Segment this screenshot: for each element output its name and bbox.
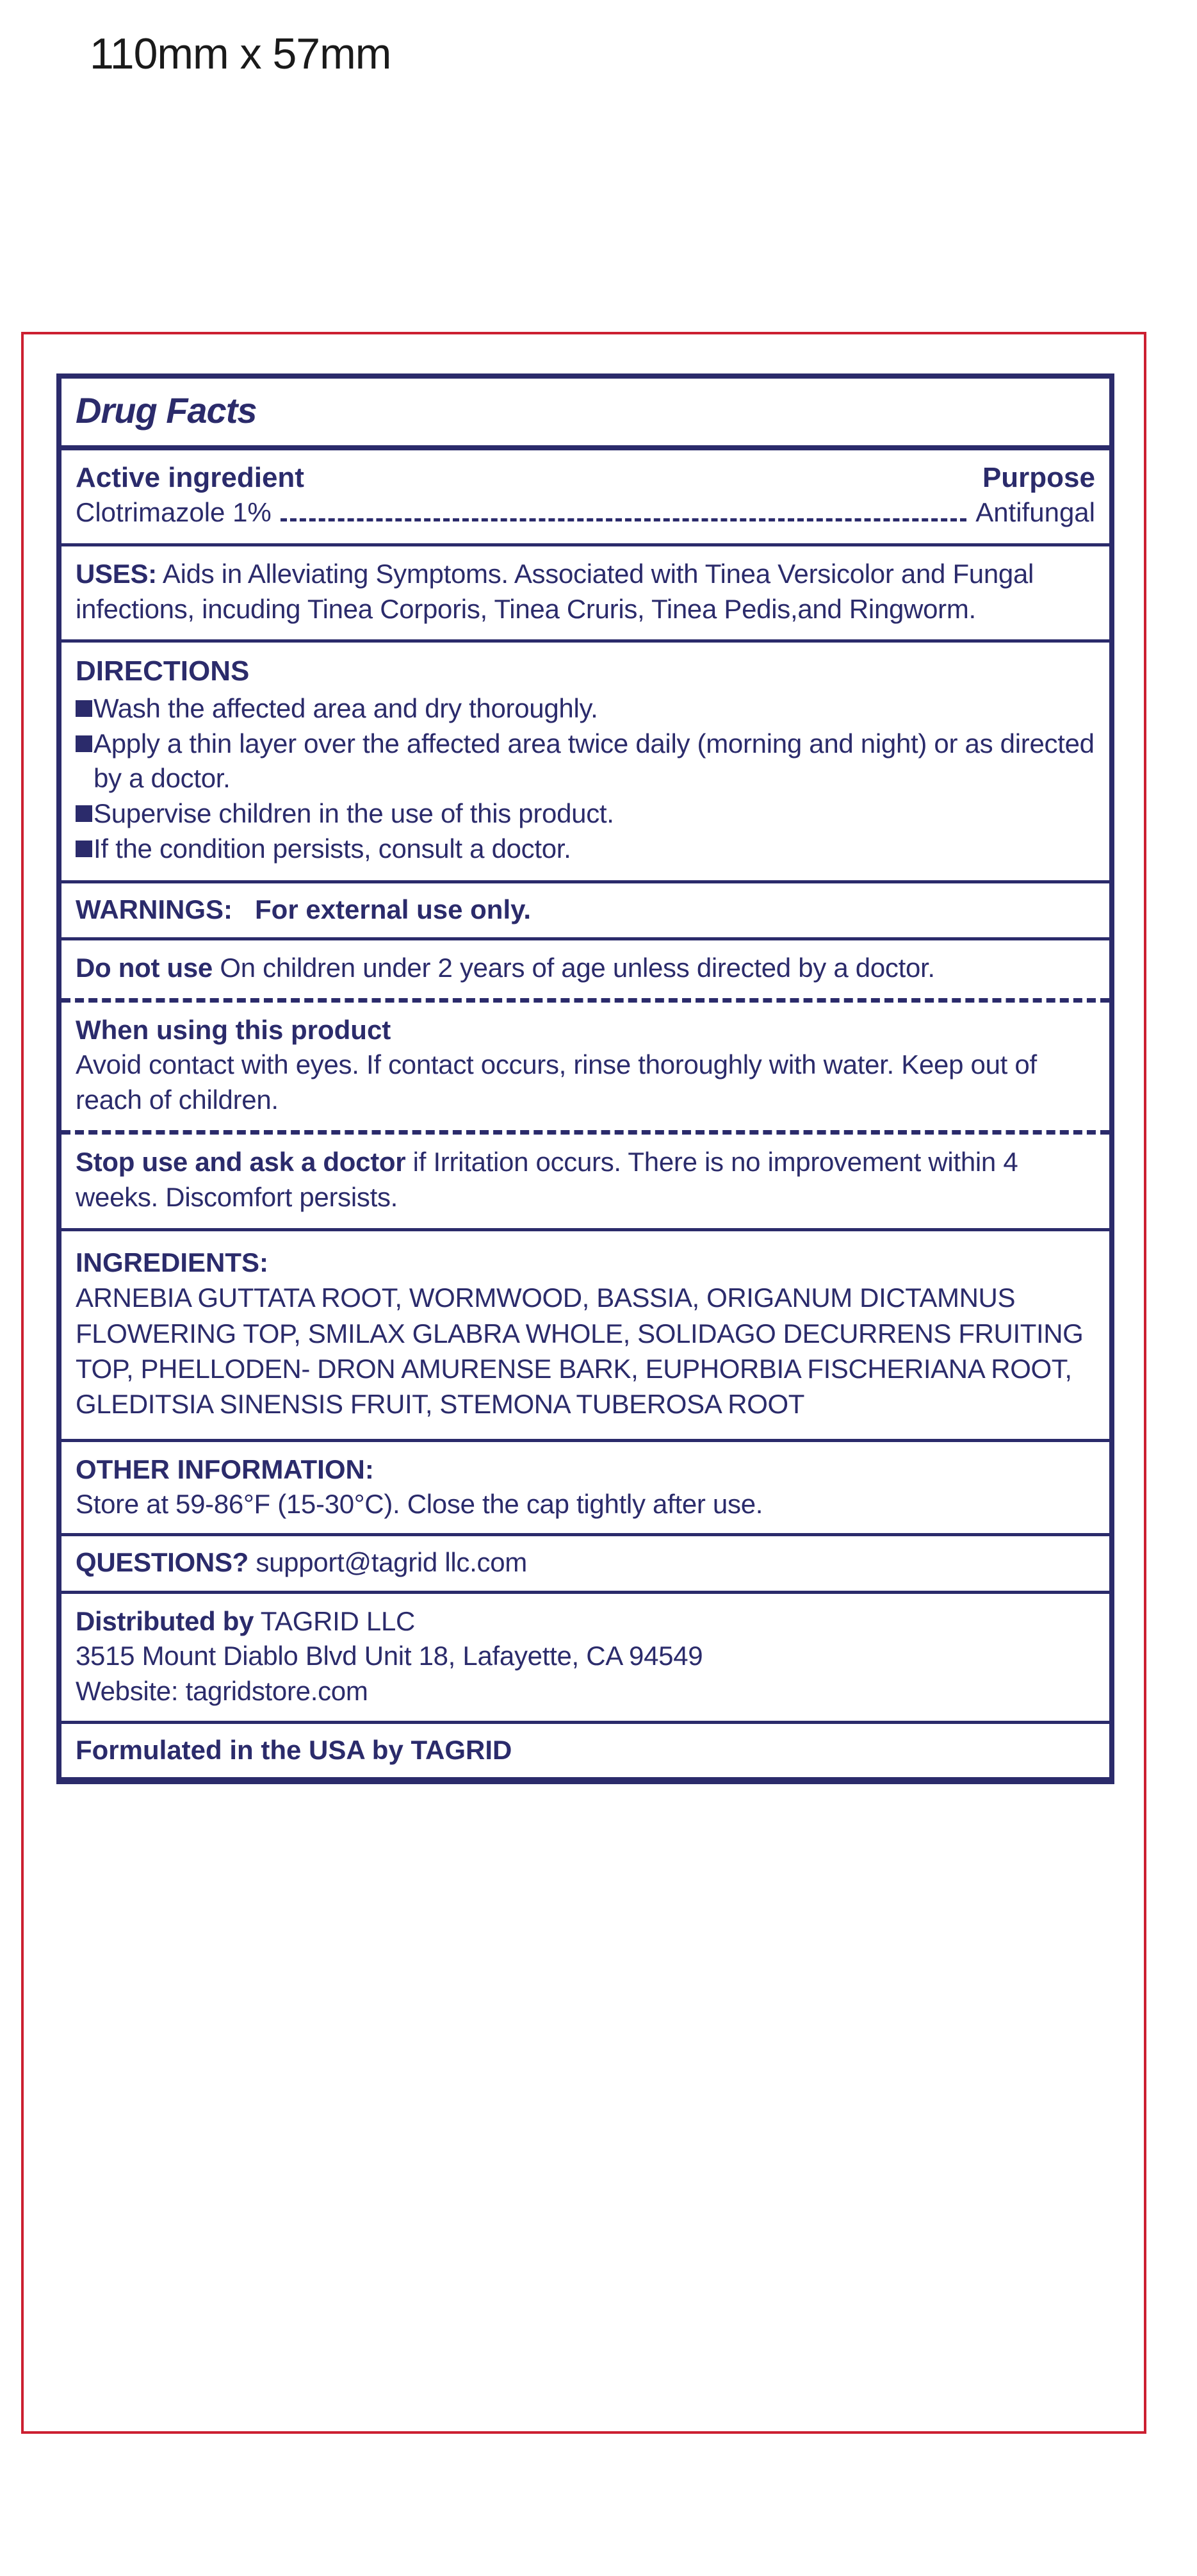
distributor-line (76, 1604, 1095, 1639)
square-bullet-icon (76, 841, 92, 857)
do-not-use-paragraph (76, 951, 1095, 986)
active-ingredient-headings (76, 462, 1095, 493)
questions-band (61, 1536, 1109, 1594)
purpose-heading: Purpose (982, 462, 1095, 493)
active-ingredient-purpose: Antifungal (975, 497, 1095, 528)
uses-paragraph (76, 557, 1095, 627)
questions-label: QUESTIONS? (76, 1547, 249, 1578)
directions-item-text: Supervise children in the use of this product. (94, 798, 614, 828)
dimension-caption: 110mm x 57mm (90, 29, 391, 78)
ingredients-band (61, 1231, 1109, 1442)
directions-item-text: Apply a thin layer over the affected area twice daily (morning and night) or as directed by a doctor. (94, 728, 1095, 794)
warnings-line (76, 892, 1095, 927)
other-information-title: OTHER INFORMATION: (76, 1454, 374, 1484)
uses-text: Aids in Alleviating Symptoms. Associated with Tinea Versicolor and Fungal infections, incuding Tinea Corporis, Tinea Cruris, Tinea Pedis,and Ringworm. (76, 559, 1034, 624)
warnings-text: For external use only. (255, 894, 532, 925)
directions-list-item (76, 796, 1095, 832)
other-information-text: Store at 59-86°F (15-30°C). Close the cap tightly after use. (76, 1488, 763, 1519)
questions-email: support@tagrid llc.com (256, 1547, 527, 1578)
other-information-band (61, 1442, 1109, 1536)
questions-line (76, 1545, 1095, 1580)
distributor-company: TAGRID LLC (260, 1605, 416, 1636)
distributed-by-label: Distributed by (76, 1605, 254, 1636)
do-not-use-band (61, 940, 1109, 1003)
square-bullet-icon (76, 805, 92, 822)
formulated-band (61, 1724, 1109, 1778)
drug-facts-title: Drug Facts (76, 390, 257, 431)
directions-title: DIRECTIONS (76, 655, 250, 687)
directions-item-text: Wash the affected area and dry thoroughly. (94, 693, 598, 724)
warnings-band (61, 883, 1109, 940)
when-using-text: Avoid contact with eyes. If contact occurs, rinse thoroughly with water. Keep out of reach of children. (76, 1049, 1037, 1115)
directions-list-item (76, 832, 1095, 867)
stop-use-band (61, 1135, 1109, 1231)
active-ingredient-band (61, 450, 1109, 546)
square-bullet-icon (76, 735, 92, 752)
do-not-use-label: Do not use (76, 952, 213, 983)
square-bullet-icon (76, 700, 92, 717)
stop-use-text: if Irritation occurs. There is no improvement within 4 weeks. Discomfort persists. (76, 1147, 1018, 1212)
distributor-address: 3515 Mount Diablo Blvd Unit 18, Lafayette, CA 94549 (76, 1641, 703, 1671)
directions-list-item (76, 726, 1095, 796)
ingredients-text: ARNEBIA GUTTATA ROOT, WORMWOOD, BASSIA, ORIGANUM DICTAMNUS FLOWERING TOP, SMILAX GLABRA WHOLE, SOLIDAGO DECURRENS FRUITING TOP, PHELLODEN- DRON AMURENSE BARK, EUPHORBIA FISCHERIANA ROOT, GLEDITSIA SINENSIS FRUIT, STEMONA TUBEROSA ROOT (76, 1283, 1084, 1420)
directions-band (61, 643, 1109, 883)
do-not-use-text: On children under 2 years of age unless directed by a doctor. (220, 952, 935, 983)
uses-label: USES: (76, 559, 157, 589)
active-ingredient-row (76, 497, 1095, 530)
when-using-label: When using this product (76, 1015, 391, 1046)
stop-use-paragraph (76, 1145, 1095, 1215)
formulated-text: Formulated in the USA by TAGRID (76, 1734, 512, 1765)
directions-list-item (76, 691, 1095, 726)
leader-dots (281, 518, 966, 521)
active-ingredient-name: Clotrimazole 1% (76, 497, 272, 528)
ingredients-title: INGREDIENTS: (76, 1247, 269, 1277)
stop-use-label: Stop use and ask a doctor (76, 1147, 406, 1177)
drug-facts-title-band (61, 379, 1109, 450)
active-ingredient-heading: Active ingredient (76, 462, 304, 493)
directions-item-text: If the condition persists, consult a doctor. (94, 833, 571, 864)
distributor-band (61, 1594, 1109, 1724)
when-using-band (61, 1003, 1109, 1135)
warnings-label: WARNINGS: (76, 894, 232, 925)
uses-band (61, 546, 1109, 643)
drug-facts-label (56, 373, 1114, 1784)
distributor-website: Website: tagridstore.com (76, 1676, 368, 1707)
